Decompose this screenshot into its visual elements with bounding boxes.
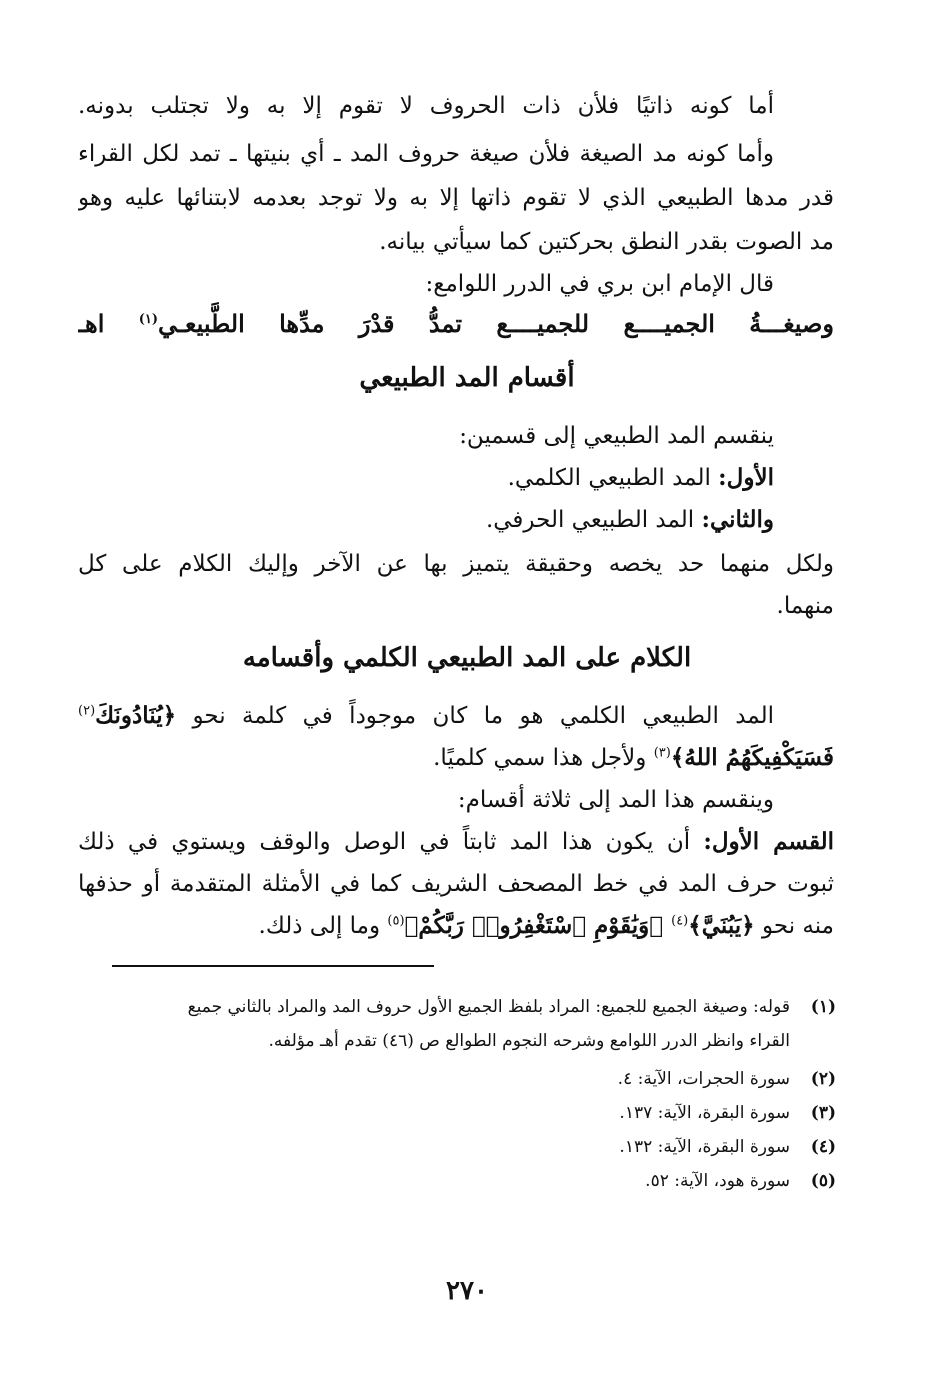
body-line	[78, 220, 834, 264]
body-line	[78, 862, 834, 906]
footnote-text: سورة البقرة، الآية: ١٣٧.	[619, 1103, 790, 1123]
footnote-text: سورة البقرة، الآية: ١٣٢.	[619, 1137, 790, 1157]
list-item	[78, 456, 774, 500]
verse-first-hemistich: وصيغـــةُ الجميــــع للجميــــع	[496, 309, 834, 338]
footnote-text: سورة الحجرات، الآية: ٤.	[617, 1069, 790, 1089]
footnote-ref: (٥)	[387, 913, 405, 929]
footnote	[78, 1096, 836, 1130]
text: ولكل منهما حد يخصه وحقيقة يتميز بها عن الآخر وإليك الكلام على كل	[78, 551, 834, 577]
footnote	[78, 1164, 836, 1198]
footnote-text: قوله: وصيغة الجميع للجميع: المراد بلفظ الجميع الأول حروف المد والمراد بالثاني جميع	[187, 997, 790, 1017]
text: أما كونه ذاتيًا فلأن ذات الحروف لا تقوم إلا به ولا تجتلب بدونه.	[78, 93, 774, 119]
body-line	[78, 176, 834, 220]
footnote-ref: (٢)	[78, 703, 96, 719]
body-line	[78, 736, 834, 780]
footnote-text: القراء وانظر الدرر اللوامع وشرحه النجوم الطوالع ص (٤٦) تقدم أهـ مؤلفه.	[268, 1031, 790, 1051]
body-line	[78, 84, 774, 128]
footnote	[78, 1130, 836, 1164]
body-line	[78, 584, 834, 628]
text: ثبوت حرف المد في خط المصحف الشريف كما في الأمثلة المتقدمة أو حذفها	[78, 871, 834, 897]
verse-second-hemistich: تمدُّ قدْرَ مدِّها الطَّبيعـي	[158, 309, 462, 338]
footnote-number: (١)	[810, 997, 836, 1017]
text: وأما كونه مد الصيغة فلأن صيغة حروف المد ـ أي بنيتها ـ تمد لكل القراء	[78, 141, 774, 167]
body-line	[78, 904, 834, 948]
page-number: ٢٧٠	[446, 1276, 488, 1306]
text: ينقسم المد الطبيعي إلى قسمين:	[459, 423, 774, 449]
body-line	[78, 820, 834, 864]
section-heading: الكلام على المد الطبيعي الكلمي وأقسامه	[242, 643, 692, 673]
body-line	[78, 694, 774, 738]
footnote	[78, 990, 836, 1024]
footnote	[78, 1062, 836, 1096]
quran-verse: ﴿وَيَٰقَوْمِ ٱسْتَغْفِرُوا۟ رَبَّكُمْ﴾	[404, 912, 672, 939]
text: وما إلى ذلك.	[258, 913, 388, 939]
footnote-separator	[112, 965, 434, 967]
body-line	[78, 132, 774, 176]
footnote-ref: (٣)	[653, 745, 671, 761]
footnote-number: (٢)	[810, 1069, 836, 1089]
quote-intro	[78, 262, 774, 306]
text: المد الطبيعي الكلمي هو ما كان موجوداً في كلمة نحو	[192, 703, 774, 729]
text: ولأجل هذا سمي كلميًا.	[433, 745, 654, 771]
text: منه نحو	[754, 913, 834, 939]
quran-verse: فَسَيَكْفِيكَهُمُ اللهُ﴾	[670, 744, 834, 771]
quran-verse: ﴿يَبُنَيَّ﴾	[688, 912, 755, 939]
item-text: المد الطبيعي الكلمي.	[507, 465, 719, 491]
footnote-continuation	[78, 1024, 790, 1058]
footnote-ref: (١)	[138, 312, 158, 327]
list-item	[78, 498, 774, 542]
footnote-number: (٤)	[810, 1137, 836, 1157]
text: منهما.	[776, 593, 834, 619]
footnote-text: سورة هود، الآية: ٥٢.	[645, 1171, 790, 1191]
text: مد الصوت بقدر النطق بحركتين كما سيأتي بيانه.	[379, 229, 834, 255]
body-line	[78, 542, 834, 586]
text: وينقسم هذا المد إلى ثلاثة أقسام:	[457, 787, 774, 813]
poem-verse	[78, 302, 834, 346]
footnote-number: (٣)	[810, 1103, 836, 1123]
body-line	[78, 414, 774, 458]
footnote-number: (٥)	[810, 1171, 836, 1191]
text: قدر مدها الطبيعي الذي لا تقوم ذاتها إلا به ولا توجد بعدمه لابتنائها عليه وهو	[78, 185, 834, 211]
section-heading: أقسام المد الطبيعي	[359, 363, 575, 393]
footnote-ref: (٤)	[671, 913, 689, 929]
text: أن يكون هذا المد ثابتاً في الوصل والوقف ويستوي في ذلك	[78, 829, 704, 855]
part-label: القسم الأول:	[703, 828, 834, 855]
text: قال الإمام ابن بري في الدرر اللوامع:	[425, 271, 774, 297]
verse-end-marker: اهـ	[78, 309, 105, 338]
item-text: المد الطبيعي الحرفي.	[485, 507, 702, 533]
body-line	[78, 778, 774, 822]
quran-verse: ﴿يُنَادُونَكَ	[95, 702, 177, 729]
item-label: الأول:	[718, 464, 774, 491]
item-label: والثاني:	[701, 506, 774, 533]
